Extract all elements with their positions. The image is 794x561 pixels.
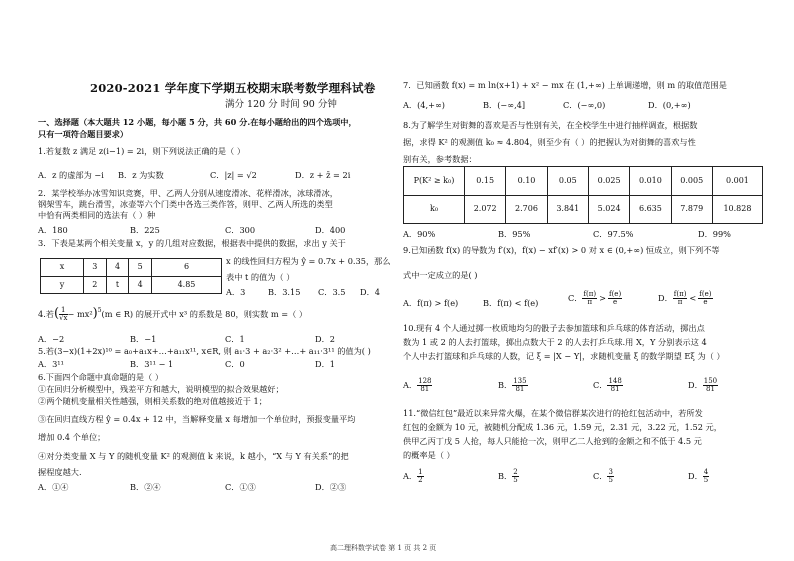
q3-option-c: C．3.5 bbox=[318, 287, 346, 297]
q10-d-num: 150 bbox=[703, 377, 718, 385]
q3-cell: 4 bbox=[129, 276, 152, 294]
q2-option-b: B．225 bbox=[130, 225, 160, 235]
q10-option-b bbox=[498, 378, 528, 393]
q8-cell: 0.025 bbox=[588, 167, 629, 196]
q11-option-b bbox=[498, 469, 519, 484]
q11-a-frac bbox=[417, 469, 423, 484]
q10-a-frac bbox=[417, 378, 432, 393]
q10-option-a bbox=[403, 378, 432, 393]
q4-stem: 4.若 ( $\frac{1}{√x}$ − mx² ) $^5$ (m ∈ R) 的展开式中 x³ 的系数是 80，则实数 m =（ ） bbox=[38, 305, 308, 322]
q11-d-num: 4 bbox=[703, 468, 709, 476]
q11-line1: 11.“微信红包”最近以来异常火爆，在某个微信群某次进行的抢红包活动中，若所发 bbox=[403, 408, 703, 418]
q7-option-c: C．(−∞,0) bbox=[563, 100, 606, 110]
q9-c-frac1 bbox=[582, 291, 597, 306]
q11-a-label: A． bbox=[403, 471, 418, 482]
q11-option-c bbox=[593, 469, 614, 484]
right-column bbox=[403, 0, 773, 561]
q8-cell: 0.05 bbox=[547, 167, 588, 196]
q10-b-num: 135 bbox=[513, 377, 527, 385]
q10-b-label: B． bbox=[498, 380, 513, 391]
q6-statement-1: ①在回归分析模型中，残差平方和越大，说明模型的拟合效果越好； bbox=[38, 384, 284, 394]
q4-pre: 4.若 bbox=[38, 309, 54, 320]
q9-c-label: C． bbox=[568, 293, 583, 304]
q10-b-frac bbox=[512, 378, 527, 393]
q8-cell: 5.024 bbox=[588, 195, 629, 224]
q8-cell: 0.005 bbox=[671, 167, 712, 196]
q8-option-a: A．90% bbox=[403, 229, 436, 239]
q3-option-b: B．3.15 bbox=[268, 287, 301, 297]
exam-subtitle: 满分 120 分 时间 90 分钟 bbox=[225, 99, 337, 110]
q8-row-label: P(K² ≥ k₀) bbox=[404, 167, 465, 196]
q11-line2: 红包的金额为 10 元，被随机分配成 1.36 元，1.59 元，2.31 元，3.22 元，1.52 元， bbox=[403, 422, 722, 432]
q4-option-b: B．−1 bbox=[130, 334, 157, 344]
q3-cell: 4.85 bbox=[151, 276, 221, 294]
q8-cell: 10.828 bbox=[712, 195, 762, 224]
q3-cell: 6 bbox=[151, 259, 221, 277]
q11-b-den: 5 bbox=[513, 476, 518, 484]
q6-statement-4b: 握程度越大. bbox=[38, 467, 82, 477]
q3-cell: 4 bbox=[106, 259, 129, 277]
q9-d-rel: < bbox=[689, 293, 697, 304]
q6-option-b: B．②④ bbox=[130, 482, 161, 492]
q8-cell: 2.072 bbox=[465, 195, 506, 224]
q8-option-d: D．99% bbox=[698, 229, 731, 239]
q9-line1: 9.已知函数 f(x) 的导数为 f′(x)，f(x) − xf′(x) > 0 对 x ∈ (0,+∞) 恒成立，则下列不等 bbox=[403, 245, 720, 255]
q1-option-c: C．|z| = √2 bbox=[210, 170, 257, 180]
q8-line1: 8.为了解学生对街舞的喜欢是否与性别有关，在全校学生中进行抽样调查，根据数 bbox=[403, 120, 698, 130]
q11-d-frac bbox=[703, 469, 709, 484]
q9-c-frac2 bbox=[608, 291, 622, 306]
q10-line2: 数为 1 或 2 的人去打篮球，掷出点数大于 2 的人去打乒乓球.用 X，Y 分别表示这 4 bbox=[403, 337, 707, 347]
q1-option-a: A．z 的虚部为 −i bbox=[38, 170, 104, 180]
q3-cell: t bbox=[106, 276, 129, 294]
q4-fraction: $\frac{1}{√x}$ bbox=[59, 305, 68, 322]
q9-c-den2: e bbox=[613, 298, 618, 306]
q4-option-c: C．1 bbox=[225, 334, 245, 344]
q7-option-a: A．(4,+∞) bbox=[403, 100, 445, 110]
q3-option-a: A．3 bbox=[226, 287, 246, 297]
q3-cell: 3 bbox=[84, 259, 107, 277]
section-heading: 一、选择题（本大题共 12 小题，每小题 5 分，共 60 分.在每小题给出的四个选项中， bbox=[38, 117, 357, 127]
q9-option-c bbox=[568, 291, 622, 306]
q2-option-a: A．180 bbox=[38, 225, 68, 235]
q11-c-frac bbox=[607, 469, 613, 484]
q6-option-c: C．①③ bbox=[225, 482, 256, 492]
q7-option-b: B．(−∞,4] bbox=[483, 100, 526, 110]
exam-title: 2020-2021 学年度下学期五校期末联考数学理科试卷 bbox=[90, 81, 376, 95]
q11-c-num: 3 bbox=[608, 468, 613, 476]
q2-line1: 2．某学校举办冰雪知识竞赛，甲、乙两人分别从速度滑冰、花样滑冰，冰球滑冰， bbox=[38, 188, 338, 198]
q10-d-den: 81 bbox=[705, 385, 715, 393]
q3-line2: x 的线性回归方程为 ŷ = 0.7x + 0.35，那么 bbox=[226, 256, 391, 266]
q8-line2: 据，求得 K² 的观测值 k₀ ≈ 4.804，则至少有（ ）的把握认为对街舞的喜欢与性 bbox=[403, 137, 696, 147]
q8-table bbox=[403, 166, 763, 224]
q8-cell: 0.15 bbox=[465, 167, 506, 196]
q9-d-num1: f(π) bbox=[673, 290, 687, 298]
q1-option-d: D．z + z̄ = 2i bbox=[295, 170, 351, 180]
q3-option-d: D．4 bbox=[360, 287, 380, 297]
q8-row-label: k₀ bbox=[404, 195, 465, 224]
q3-cell: 2 bbox=[84, 276, 107, 294]
q6-stem: 6.下面四个命题中真命题的是（ ） bbox=[38, 372, 164, 382]
q3-line1: 3．下表是某两个相关变量 x，y 的几组对应数据，根据表中提供的数据，求出 y 关于 bbox=[38, 238, 346, 248]
q10-b-den: 81 bbox=[515, 385, 525, 393]
q4-option-d: D．2 bbox=[315, 334, 335, 344]
q2-line2: 钢架雪车，跳台滑雪，冰壶等六个门类中各选三类作答，则甲、乙两人所选的类型 bbox=[38, 199, 333, 209]
q4-option-a: A．−2 bbox=[38, 334, 65, 344]
q3-row-y bbox=[41, 276, 222, 294]
q10-c-frac bbox=[607, 378, 622, 393]
q9-d-frac2 bbox=[698, 291, 712, 306]
q11-d-den: 5 bbox=[703, 476, 709, 484]
q9-d-num2: f(e) bbox=[699, 290, 712, 298]
q5-option-d: D．1 bbox=[315, 359, 335, 369]
q10-option-d bbox=[688, 378, 718, 393]
q5-stem: 5.若(3−x)(1+2x)¹⁰ = a₀+a₁x+…+a₁₁x¹¹, x∈R, 则 a₁·3 + a₂·3² +…+ a₁₁·3¹¹ 的值为( ) bbox=[38, 346, 371, 356]
section-heading-2: 只有一项符合题目要求） bbox=[38, 129, 129, 139]
q10-a-den: 81 bbox=[420, 385, 430, 393]
q11-line4: 的概率是（ ） bbox=[403, 450, 455, 460]
q4-expr: − mx² bbox=[67, 309, 93, 320]
q11-a-num: 1 bbox=[418, 468, 423, 476]
q11-b-frac bbox=[512, 469, 518, 484]
q9-option-d bbox=[658, 291, 713, 306]
q6-statement-4a: ④对分类变量 X 与 Y 的随机变量 K² 的观测值 k 来说，k 越小，“X 与 Y 有关系”的把 bbox=[38, 451, 349, 461]
q4-post: (m ∈ R) 的展开式中 x³ 的系数是 80，则实数 m =（ ） bbox=[101, 309, 308, 320]
q10-line1: 10.现有 4 个人通过掷一枚质地均匀的骰子去参加篮球和乒乓球的体育活动，掷出点 bbox=[403, 323, 705, 333]
q1-option-b: B．z 为实数 bbox=[118, 170, 164, 180]
q5-option-b: B．3¹¹ − 1 bbox=[130, 359, 174, 369]
q11-option-a bbox=[403, 469, 424, 484]
q8-cell: 0.10 bbox=[506, 167, 547, 196]
q2-option-c: C．300 bbox=[225, 225, 256, 235]
q7-stem: 7．已知函数 f(x) = m ln(x+1) + x² − mx 在 (1,+∞) 上单调递增，则 m 的取值范围是 bbox=[403, 80, 727, 90]
q10-option-c bbox=[593, 378, 623, 393]
q9-c-den1: π bbox=[587, 298, 593, 306]
q9-c-num2: f(e) bbox=[608, 290, 622, 298]
q11-c-label: C． bbox=[593, 471, 608, 482]
q11-a-den: 2 bbox=[418, 476, 423, 484]
q3-table bbox=[40, 258, 222, 294]
q11-b-label: B． bbox=[498, 471, 513, 482]
q11-line3: 供甲乙丙丁戊 5 人抢，每人只能抢一次，则甲乙二人抢到的金额之和不低于 4.5 元 bbox=[403, 436, 702, 446]
q9-d-den1: π bbox=[677, 298, 683, 306]
q9-d-den2: e bbox=[703, 298, 708, 306]
q7-option-d: D．(0,+∞) bbox=[648, 100, 691, 110]
q10-d-frac bbox=[703, 378, 718, 393]
q11-b-num: 2 bbox=[513, 468, 518, 476]
q10-line3: 个人中去打篮球和乒乓球的人数，记 ξ = |X − Y|，求随机变量 ξ 的数学期望 Eξ 为（ ） bbox=[403, 351, 725, 361]
q10-d-label: D． bbox=[688, 380, 703, 391]
q11-d-label: D． bbox=[688, 471, 703, 482]
q8-cell: 2.706 bbox=[506, 195, 547, 224]
q9-line2: 式中一定成立的是( ) bbox=[403, 270, 478, 280]
q10-a-num: 128 bbox=[418, 377, 432, 385]
q8-cell: 3.841 bbox=[547, 195, 588, 224]
left-column bbox=[40, 0, 400, 561]
q9-c-rel: > bbox=[599, 293, 606, 304]
q10-c-label: C． bbox=[593, 380, 608, 391]
q11-c-den: 5 bbox=[608, 476, 613, 484]
q6-statement-3b: 增加 0.4 个单位； bbox=[38, 432, 106, 442]
q8-line3: 别有关，参考数据： bbox=[403, 154, 477, 164]
q8-cell: 0.001 bbox=[712, 167, 762, 196]
q3-cell: y bbox=[41, 276, 84, 294]
q8-cell: 7.879 bbox=[671, 195, 712, 224]
q6-statement-3a: ③在回归直线方程 ŷ = 0.4x + 12 中，当解释变量 x 每增加一个单位时，预报变量平均 bbox=[38, 414, 356, 424]
q9-d-label: D． bbox=[658, 293, 673, 304]
q9-d-frac1 bbox=[673, 291, 688, 306]
q6-option-d: D．②③ bbox=[315, 482, 347, 492]
q1-stem: 1.若复数 z 满足 z(i−1) = 2i，则下列说法正确的是（ ） bbox=[38, 146, 246, 156]
q5-option-c: C．0 bbox=[225, 359, 245, 369]
q10-c-num: 148 bbox=[608, 377, 622, 385]
q2-option-d: D．400 bbox=[315, 225, 346, 235]
q8-row-k bbox=[404, 195, 763, 224]
q3-row-x bbox=[41, 259, 222, 277]
q3-cell: 5 bbox=[129, 259, 152, 277]
q6-option-a: A．①④ bbox=[38, 482, 69, 492]
q10-c-den: 81 bbox=[610, 385, 620, 393]
q9-option-b: B．f(π) < f(e) bbox=[483, 298, 539, 308]
q9-c-num1: f(π) bbox=[583, 290, 597, 298]
q6-statement-2: ②两个随机变量相关性越强，则相关系数的绝对值越接近于 1； bbox=[38, 396, 267, 406]
q3-cell: x bbox=[41, 259, 84, 277]
q8-option-c: C．97.5% bbox=[593, 229, 634, 239]
q4-exponent: 5 bbox=[97, 306, 102, 314]
q8-cell: 0.010 bbox=[630, 167, 671, 196]
q11-option-d bbox=[688, 469, 709, 484]
q8-option-b: B．95% bbox=[498, 229, 531, 239]
page-footer: 高二理科数学试卷 第 1 页 共 2 页 bbox=[330, 544, 437, 552]
q3-line3: 表中 t 的值为（ ） bbox=[226, 272, 295, 282]
q2-line3: 中恰有两类相同的选法有（ ）种 bbox=[38, 210, 156, 220]
q10-a-label: A． bbox=[403, 380, 418, 391]
q8-cell: 6.635 bbox=[630, 195, 671, 224]
q5-option-a: A．3¹¹ bbox=[38, 359, 64, 369]
q8-row-p bbox=[404, 167, 763, 196]
q9-option-a: A．f(π) > f(e) bbox=[403, 298, 459, 308]
